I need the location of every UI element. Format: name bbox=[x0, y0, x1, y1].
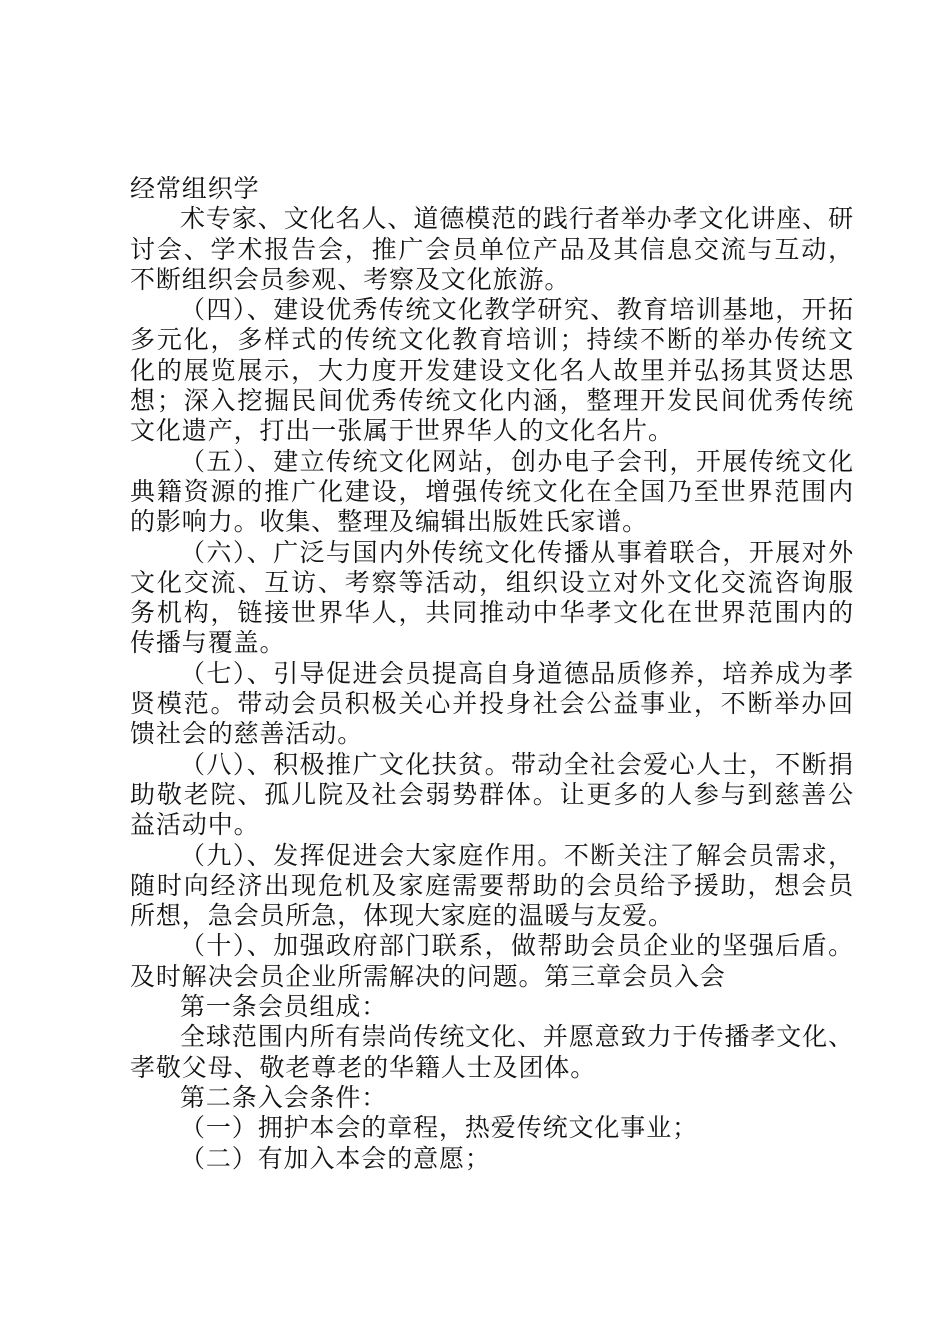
paragraph: （一）拥护本会的章程，热爱传统文化事业； bbox=[180, 1113, 699, 1143]
document-body bbox=[130, 174, 854, 1174]
paragraph: （六）、广泛与国内外传统文化传播从事着联合，开展对外文化交流、互访、考察等活动，组织设立对外文化交流咨询服务机构，链接世界华人，共同推动中华孝文化在世界范围内的传播与覆盖。 bbox=[130, 537, 854, 658]
paragraph: 经常组织学 bbox=[130, 174, 260, 203]
paragraph: （九）、发挥促进会大家庭作用。不断关注了解会员需求，随时向经济出现危机及家庭需要帮助的会员给予援助，想会员所想，急会员所急，体现大家庭的温暖与友爱。 bbox=[130, 840, 854, 931]
paragraph: 第二条入会条件： bbox=[180, 1082, 388, 1112]
paragraph: 术专家、文化名人、道德模范的践行者举办孝文化讲座、研讨会、学术报告会，推广会员单位产品及其信息交流与互动，不断组织会员参观、考察及文化旅游。 bbox=[130, 204, 854, 294]
paragraph: （四）、建设优秀传统文化教学研究、教育培训基地，开拓多元化，多样式的传统文化教育培训；持续不断的举办传统文化的展览展示，大力度开发建设文化名人故里并弘扬其贤达思想；深入挖掘民间优秀传统文化内涵，整理开发民间优秀传统文化遗产，打出一张属于世界华人的文化名片。 bbox=[130, 295, 854, 446]
paragraph: 第一条会员组成： bbox=[180, 992, 388, 1022]
paragraph: （七）、引导促进会员提高自身道德品质修养，培养成为孝贤模范。带动会员积极关心并投身社会公益事业，不断举办回馈社会的慈善活动。 bbox=[130, 658, 854, 749]
paragraph: （十）、加强政府部门联系，做帮助会员企业的坚强后盾。及时解决会员企业所需解决的问题。第三章会员入会 bbox=[130, 931, 854, 991]
paragraph: （二）有加入本会的意愿； bbox=[180, 1143, 491, 1173]
paragraph: （八）、积极推广文化扶贫。带动全社会爱心人士，不断捐助敬老院、孤儿院及社会弱势群体。让更多的人参与到慈善公益活动中。 bbox=[130, 749, 854, 840]
paragraph: 全球范围内所有崇尚传统文化、并愿意致力于传播孝文化、孝敬父母、敬老尊老的华籍人士及团体。 bbox=[130, 1022, 854, 1082]
paragraph: （五）、建立传统文化网站，创办电子会刊，开展传统文化典籍资源的推广化建设，增强传统文化在全国乃至世界范围内的影响力。收集、整理及编辑出版姓氏家谱。 bbox=[130, 446, 854, 537]
